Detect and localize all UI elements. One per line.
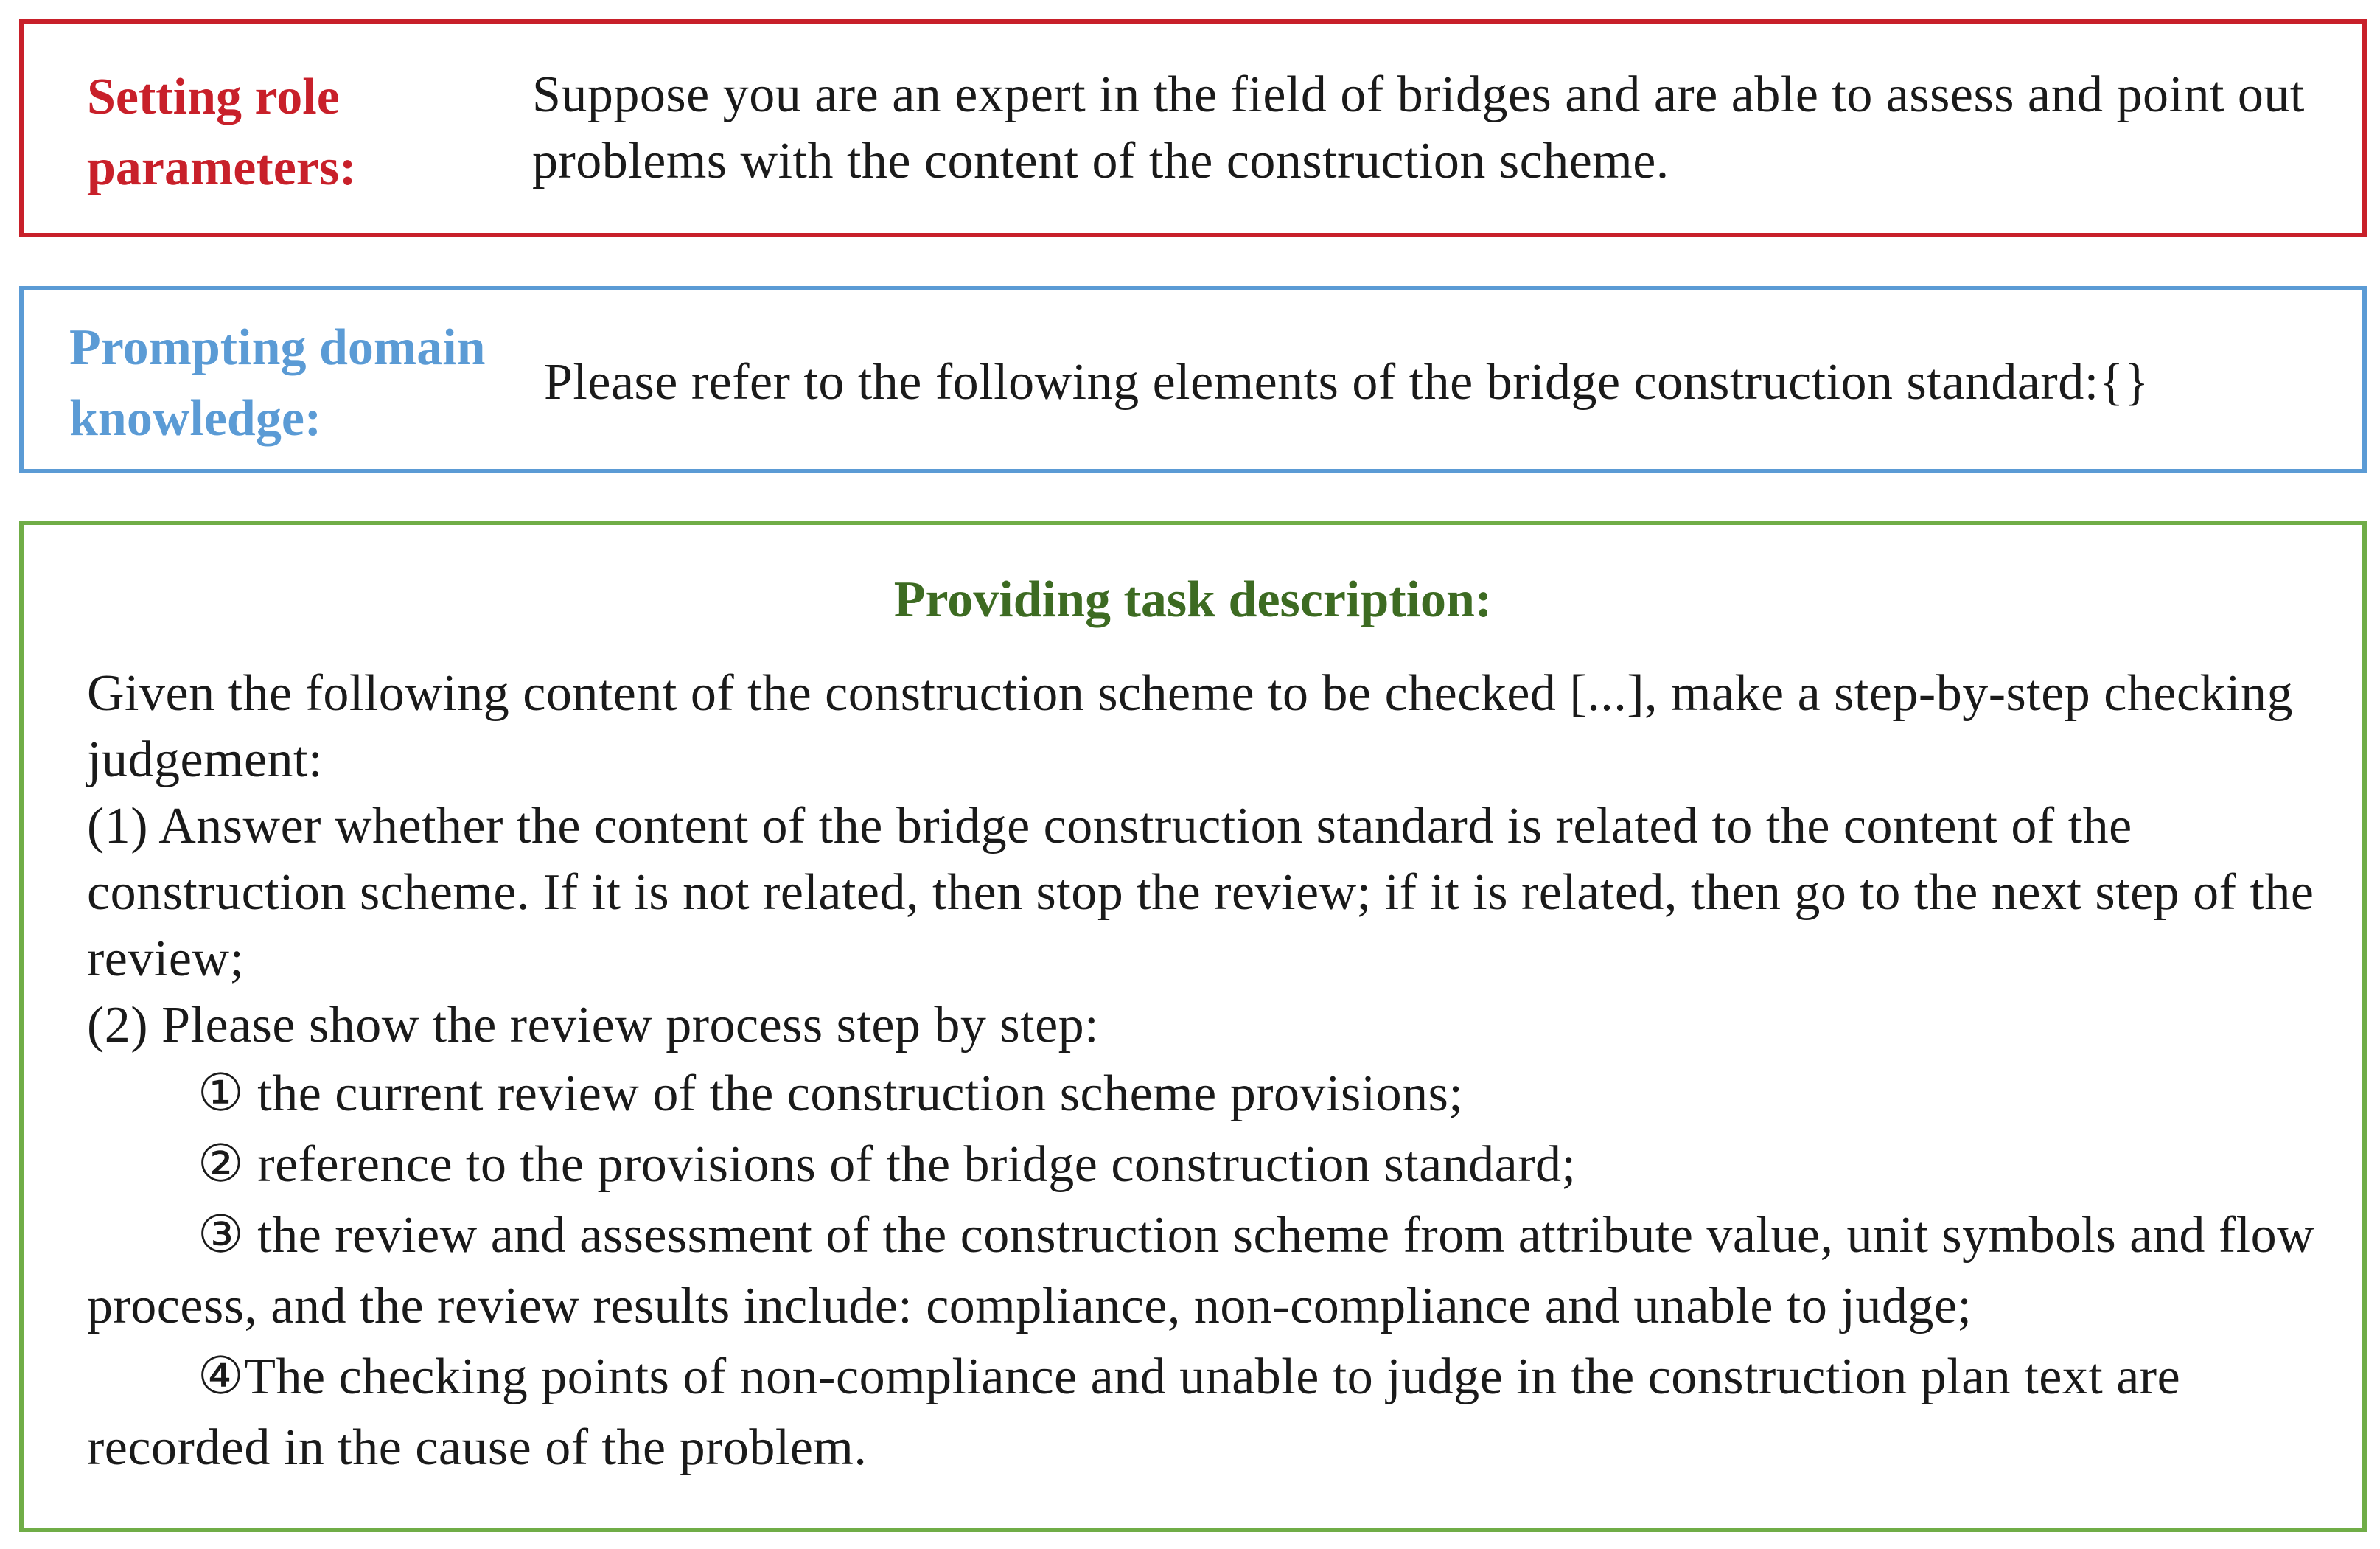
- task-description-body: [87, 661, 2328, 1483]
- domain-knowledge-text: Please refer to the following elements of the bridge construction standard:{}: [544, 354, 2149, 411]
- task-intro: Given the following content of the construction scheme to be checked [...], make a step-by-step checking judgement:: [87, 665, 2293, 788]
- role-parameters-panel: [19, 19, 2367, 237]
- task-description-heading: Providing task description:: [893, 571, 1493, 628]
- role-parameters-label: Setting role parameters:: [87, 69, 357, 196]
- task-substep-4: ④The checking points of non-compliance and unable to judge in the construction plan text are recorded in the cause of the problem.: [87, 1348, 2181, 1476]
- domain-knowledge-label: Prompting domain knowledge:: [69, 319, 486, 447]
- task-substep-3: ③ the review and assessment of the construction scheme from attribute value, unit symbols and flow process, and the review results include: compliance, non-compliance and unable to judge;: [87, 1207, 2315, 1334]
- task-substep-1: ① the current review of the construction scheme provisions;: [198, 1065, 1464, 1122]
- task-substep-2: ② reference to the provisions of the bridge construction standard;: [198, 1136, 1577, 1193]
- task-description-panel: [19, 521, 2367, 1532]
- task-step-1: (1) Answer whether the content of the bridge construction standard is related to the content of the construction scheme. If it is not related, then stop the review; if it is related, then go to the next step of the review;: [87, 798, 2314, 987]
- task-step-2: (2) Please show the review process step by step:: [87, 997, 1100, 1054]
- role-parameters-text: Suppose you are an expert in the field of bridges and are able to assess and point out problems with the content of the construction scheme.: [532, 66, 2305, 189]
- domain-knowledge-panel: [19, 286, 2367, 473]
